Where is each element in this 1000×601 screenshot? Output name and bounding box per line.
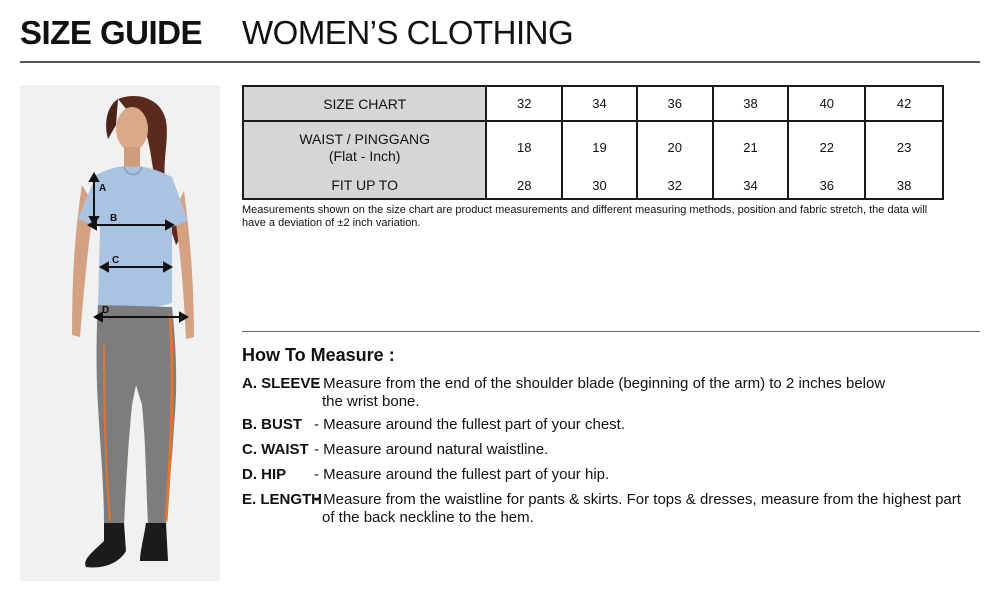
note-line: have a deviation of ±2 inch variation. xyxy=(242,217,421,229)
size-cell: 40 xyxy=(788,86,865,121)
marker-d: D xyxy=(102,305,110,316)
size-chart-table xyxy=(242,85,944,200)
model-photo xyxy=(20,85,220,581)
measure-key: C. WAIST xyxy=(242,441,309,458)
measure-key: E. LENGTH xyxy=(242,491,323,508)
note-line: Measurements shown on the size chart are product measurements and different measuring methods, position and fabric stretch, the data will xyxy=(242,204,928,216)
header-divider xyxy=(20,61,980,63)
marker-a: A xyxy=(99,183,107,194)
waist-unit-label: (Flat - Inch) xyxy=(328,148,401,164)
table-row xyxy=(243,86,943,121)
marker-b: B xyxy=(110,213,118,224)
fit-value: 28 xyxy=(517,178,532,193)
how-to-measure-title: How To Measure : xyxy=(242,345,395,365)
measure-key: D. HIP xyxy=(242,466,287,483)
marker-c: C xyxy=(112,255,120,266)
measure-desc: - Measure from the end of the shoulder blade (beginning of the arm) to 2 inches below xyxy=(314,375,886,392)
measure-desc: - Measure around the fullest part of your chest. xyxy=(314,416,625,433)
measurement-cell xyxy=(865,121,943,199)
waist-value: 21 xyxy=(743,140,758,155)
section-divider xyxy=(242,331,980,332)
measure-desc: - Measure around natural waistline. xyxy=(314,441,549,458)
measurement-label-cell xyxy=(243,121,486,199)
table-row xyxy=(243,121,943,199)
size-cell: 32 xyxy=(486,86,562,121)
waist-value: 23 xyxy=(896,140,912,155)
waist-label: WAIST / PINGGANG xyxy=(299,131,431,147)
fit-value: 36 xyxy=(819,178,835,193)
measure-key: B. BUST xyxy=(242,416,302,433)
waist-value: 22 xyxy=(819,140,835,155)
measurement-cell xyxy=(637,121,713,199)
size-cell: 38 xyxy=(713,86,789,121)
fit-value: 34 xyxy=(743,178,758,193)
measure-key: A. SLEEVE xyxy=(242,375,321,392)
measure-desc-cont: the wrist bone. xyxy=(322,393,420,410)
page-subtitle: WOMEN’S CLOTHING xyxy=(242,14,574,51)
measure-desc: - Measure around the fullest part of your hip. xyxy=(314,466,610,483)
measure-desc-cont: of the back neckline to the hem. xyxy=(322,509,534,526)
model-illustration xyxy=(20,85,220,581)
measurement-cell xyxy=(713,121,789,199)
measurement-cell xyxy=(486,121,562,199)
size-cell: 34 xyxy=(562,86,637,121)
waist-value: 18 xyxy=(517,140,532,155)
size-cell: 36 xyxy=(637,86,713,121)
waist-value: 20 xyxy=(667,140,682,155)
fit-value: 32 xyxy=(667,178,682,193)
fit-value: 38 xyxy=(896,178,912,193)
waist-value: 19 xyxy=(592,140,607,155)
page-title: SIZE GUIDE xyxy=(20,14,203,51)
fit-up-to-label: FIT UP TO xyxy=(331,177,398,193)
size-cell: 42 xyxy=(865,86,943,121)
measurement-cell xyxy=(788,121,865,199)
measurement-cell xyxy=(562,121,637,199)
measure-desc: - Measure from the waistline for pants & skirts. For tops & dresses, measure from the highest part xyxy=(314,491,961,508)
fit-value: 30 xyxy=(592,178,607,193)
measurement-note xyxy=(242,204,962,230)
size-chart-label: SIZE CHART xyxy=(243,86,486,121)
